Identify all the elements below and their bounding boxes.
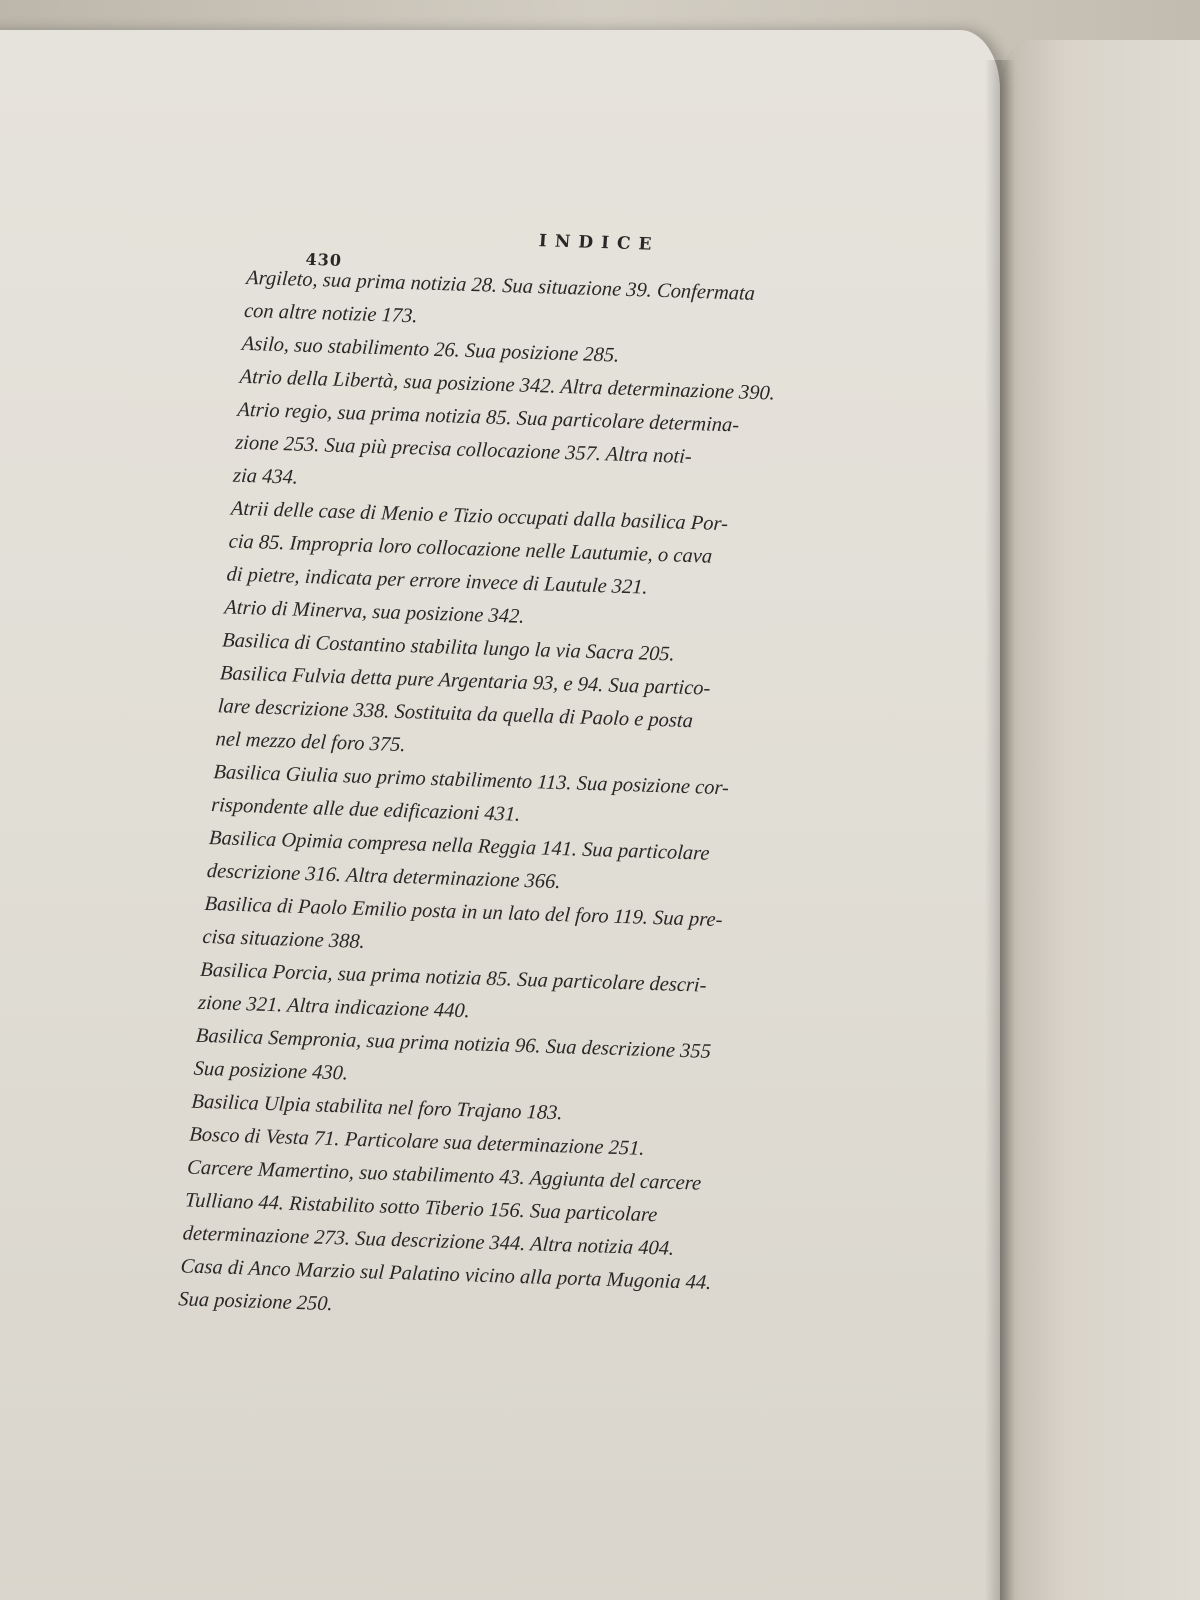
- entry-line: determinazione 273. Sua descrizione 344. Altra notizia 404.: [182, 1222, 675, 1260]
- index-entries: [177, 256, 907, 1337]
- entry-line: Basilica Fulvia detta pure Argentaria 93, e 94. Sua partico-: [219, 662, 712, 700]
- entry-line: Basilica Porcia, sua prima notizia 85. Sua particolare descri-: [199, 958, 708, 997]
- entry-line: rispondente alle due edificazioni 431.: [210, 794, 522, 826]
- entry-line: cisa situazione 388.: [201, 925, 366, 953]
- entry-line: Asilo, suo stabilimento 26. Sua posizione 285.: [241, 332, 621, 367]
- facing-page: [1000, 40, 1200, 1600]
- entry-line: Atrio della Libertà, sua posizione 342. Altra determinazione 390.: [238, 365, 776, 405]
- entry-line: descrizione 316. Altra determinazione 366.: [206, 859, 562, 894]
- entry-line: Bosco di Vesta 71. Particolare sua determinazione 251.: [188, 1123, 646, 1160]
- entry-line: Tulliano 44. Ristabilito sotto Tiberio 156. Sua particolare: [184, 1189, 659, 1227]
- entry-line: zione 253. Sua più precisa collocazione 357. Altra noti-: [234, 431, 693, 468]
- running-head: INDICE: [538, 231, 661, 255]
- entry-line: Sua posizione 250.: [177, 1288, 334, 1316]
- entry-line: Basilica Sempronia, sua prima notizia 96. Sua descrizione 355: [195, 1024, 712, 1063]
- entry-line: Argileto, sua prima notizia 28. Sua situazione 39. Confermata: [245, 266, 756, 305]
- entry-line: Casa di Anco Marzio sul Palatino vicino alla porta Mugonia 44.: [179, 1255, 713, 1294]
- entry-line: Basilica Giulia suo primo stabilimento 113. Sua posizione cor-: [212, 761, 730, 800]
- entry-line: Basilica Ulpia stabilita nel foro Trajano 183.: [190, 1090, 564, 1125]
- entry-line: Carcere Mamertino, suo stabilimento 43. Aggiunta del carcere: [186, 1156, 702, 1195]
- entry-line: zione 321. Altra indicazione 440.: [197, 991, 471, 1023]
- entry-line: Atrii delle case di Menio e Tizio occupati dalla basilica Por-: [230, 497, 729, 536]
- page-text-block: [177, 222, 909, 1337]
- entry-line: Atrio regio, sua prima notizia 85. Sua particolare determina-: [236, 398, 740, 437]
- entry-line: Atrio di Minerva, sua posizione 342.: [223, 596, 526, 628]
- entry-line: zia 434.: [232, 464, 299, 489]
- entry-line: di pietre, indicata per errore invece di Lautule 321.: [225, 563, 649, 599]
- entry-line: con altre notizie 173.: [243, 299, 419, 328]
- entry-line: Sua posizione 430.: [193, 1057, 349, 1085]
- entry-line: Basilica di Costantino stabilita lungo la via Sacra 205.: [221, 629, 676, 666]
- page-number: 430: [304, 249, 343, 270]
- entry-line: lare descrizione 338. Sostituita da quella di Paolo e posta: [217, 695, 694, 733]
- gutter-shadow: [985, 60, 1015, 1600]
- entry-line: cia 85. Impropria loro collocazione nelle Lautumie, o cava: [228, 530, 713, 568]
- entry-line: Basilica di Paolo Emilio posta in un lato del foro 119. Sua pre-: [203, 892, 724, 932]
- entry-line: nel mezzo del foro 375.: [214, 728, 407, 757]
- entry-line: Basilica Opimia compresa nella Reggia 141. Sua particolare: [208, 827, 711, 865]
